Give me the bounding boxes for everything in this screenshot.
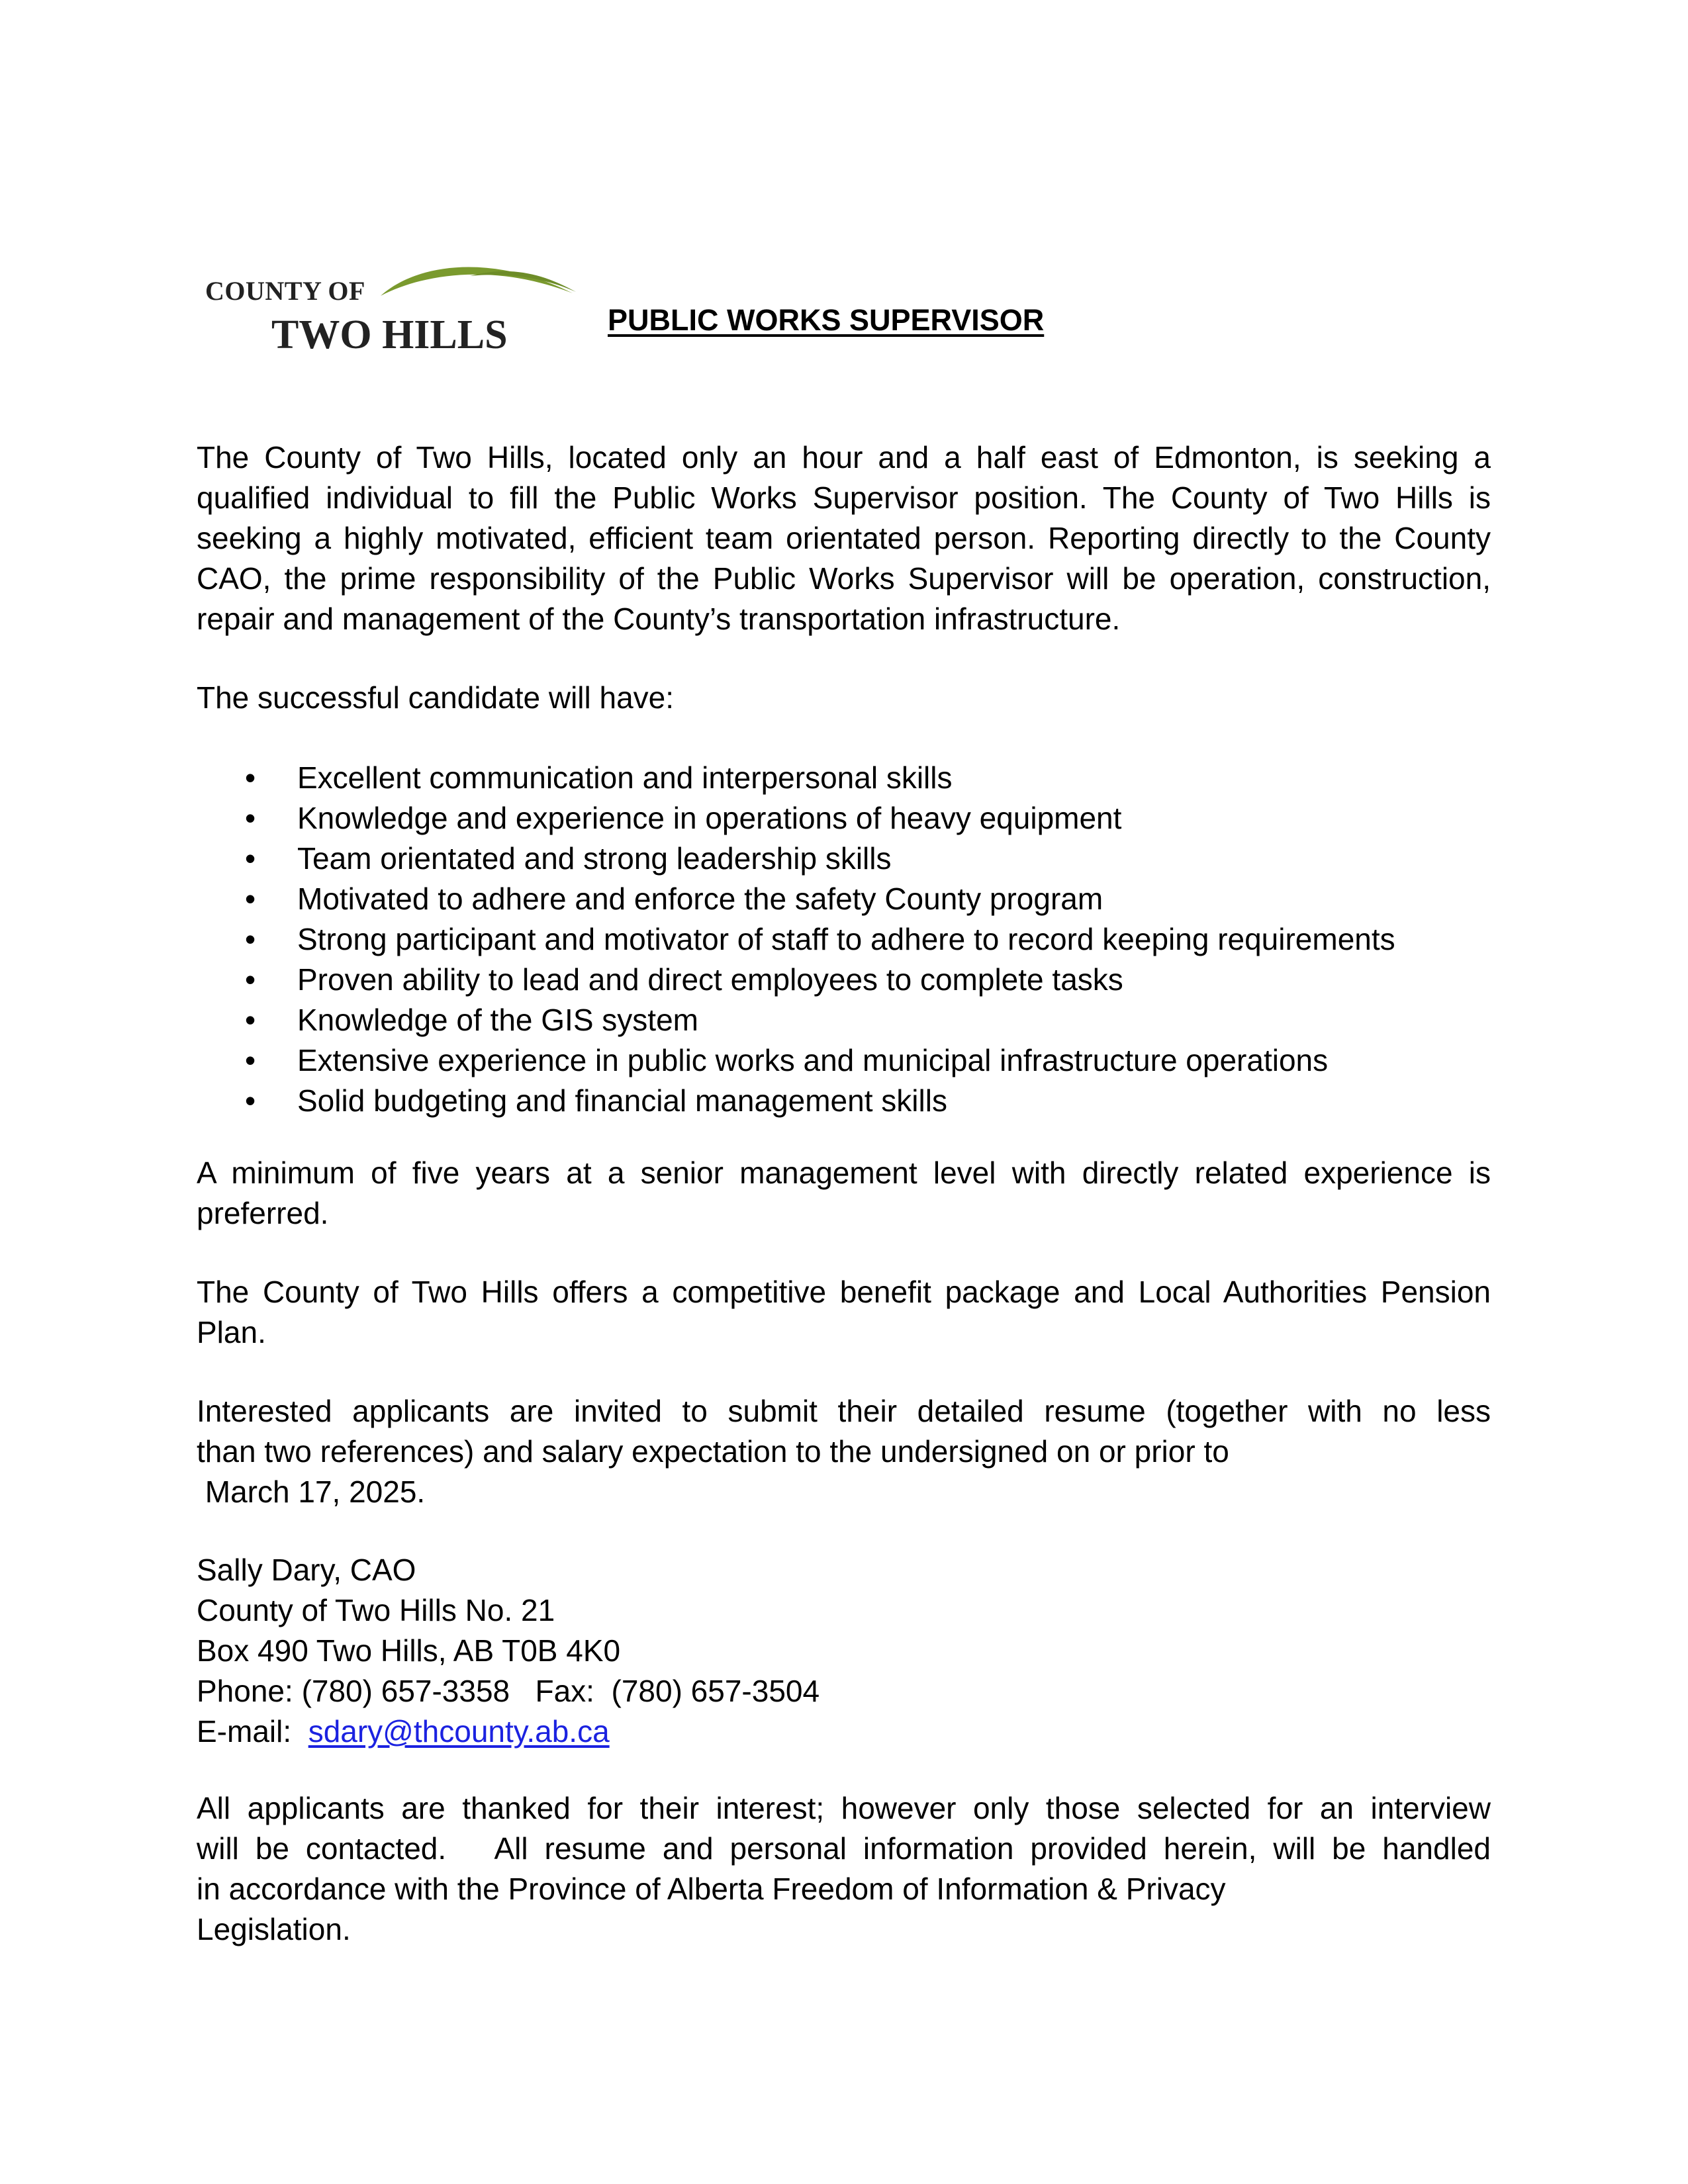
benefits-paragraph: The County of Two Hills offers a competitive benefit package and Local Authorities Pension Plan. — [197, 1275, 1491, 1349]
county-logo — [199, 248, 583, 364]
bullet-icon: • — [245, 922, 256, 956]
closing-line: All applicants are thanked for their interest; however only those selected for an interview — [197, 1791, 1491, 1825]
list-item: • Proven ability to lead and direct employees to complete tasks — [197, 960, 1494, 1000]
bullet-icon: • — [245, 801, 256, 835]
experience-paragraph: A minimum of five years at a senior management level with directly related experience is preferred. — [197, 1156, 1491, 1230]
bullet-icon: • — [245, 841, 256, 876]
contact-phone: Phone: (780) 657-3358 Fax: (780) 657-3504 — [197, 1674, 820, 1708]
apply-paragraph — [197, 1391, 1491, 1512]
bullet-icon: • — [245, 962, 256, 997]
qualifications-list — [197, 758, 1494, 1121]
bullet-icon: • — [245, 1083, 256, 1118]
candidate-heading: The successful candidate will have: — [197, 680, 675, 715]
list-item: • Knowledge and experience in operations of heavy equipment — [197, 798, 1494, 839]
contact-block — [197, 1550, 1491, 1752]
closing-line: Legislation. — [197, 1912, 351, 1946]
bullet-icon: • — [245, 1003, 256, 1037]
list-item: • Solid budgeting and financial management skills — [197, 1081, 1494, 1121]
apply-deadline: March 17, 2025. — [197, 1475, 426, 1509]
email-link[interactable]: sdary@thcounty.ab.ca — [308, 1714, 610, 1749]
apply-line: than two references) and salary expectation to the undersigned on or prior to — [197, 1434, 1229, 1469]
contact-address: Box 490 Two Hills, AB T0B 4K0 — [197, 1633, 621, 1668]
list-item: • Extensive experience in public works and municipal infrastructure operations — [197, 1040, 1494, 1081]
closing-paragraph — [197, 1788, 1491, 1950]
email-label: E-mail: — [197, 1714, 308, 1749]
list-item: • Strong participant and motivator of staff to adhere to record keeping requirements — [197, 919, 1494, 960]
contact-name: Sally Dary, CAO — [197, 1553, 416, 1587]
logo-two-hills: TWO HILLS — [271, 312, 508, 357]
closing-line: will be contacted. All resume and personal information provided herein, will be handled — [197, 1831, 1491, 1866]
bullet-icon: • — [245, 1043, 256, 1077]
intro-paragraph: The County of Two Hills, located only an hour and a half east of Edmonton, is seeking a qualified individual to fill the Public Works Supervisor position. The County of Two Hills is seeking a highly motivated, efficient team orientated person. Reporting directly to the County CAO, the prime responsibility of the Public Works Supervisor will be operation, construction, repair and management of the County’s transportation infrastructure. — [197, 440, 1491, 636]
contact-org: County of Two Hills No. 21 — [197, 1593, 555, 1627]
apply-line: Interested applicants are invited to submit their detailed resume (together with no less — [197, 1394, 1491, 1428]
list-item: • Team orientated and strong leadership skills — [197, 839, 1494, 879]
bullet-icon: • — [245, 882, 256, 916]
contact-email-row — [197, 1711, 1491, 1752]
bullet-icon: • — [245, 760, 256, 795]
list-item: • Motivated to adhere and enforce the safety County program — [197, 879, 1494, 919]
logo-county-of: COUNTY OF — [205, 276, 365, 306]
list-item: • Excellent communication and interpersonal skills — [197, 758, 1494, 798]
closing-line: in accordance with the Province of Alberta Freedom of Information & Privacy — [197, 1872, 1226, 1906]
list-item: • Knowledge of the GIS system — [197, 1000, 1494, 1040]
page-title: PUBLIC WORKS SUPERVISOR — [608, 303, 1045, 337]
